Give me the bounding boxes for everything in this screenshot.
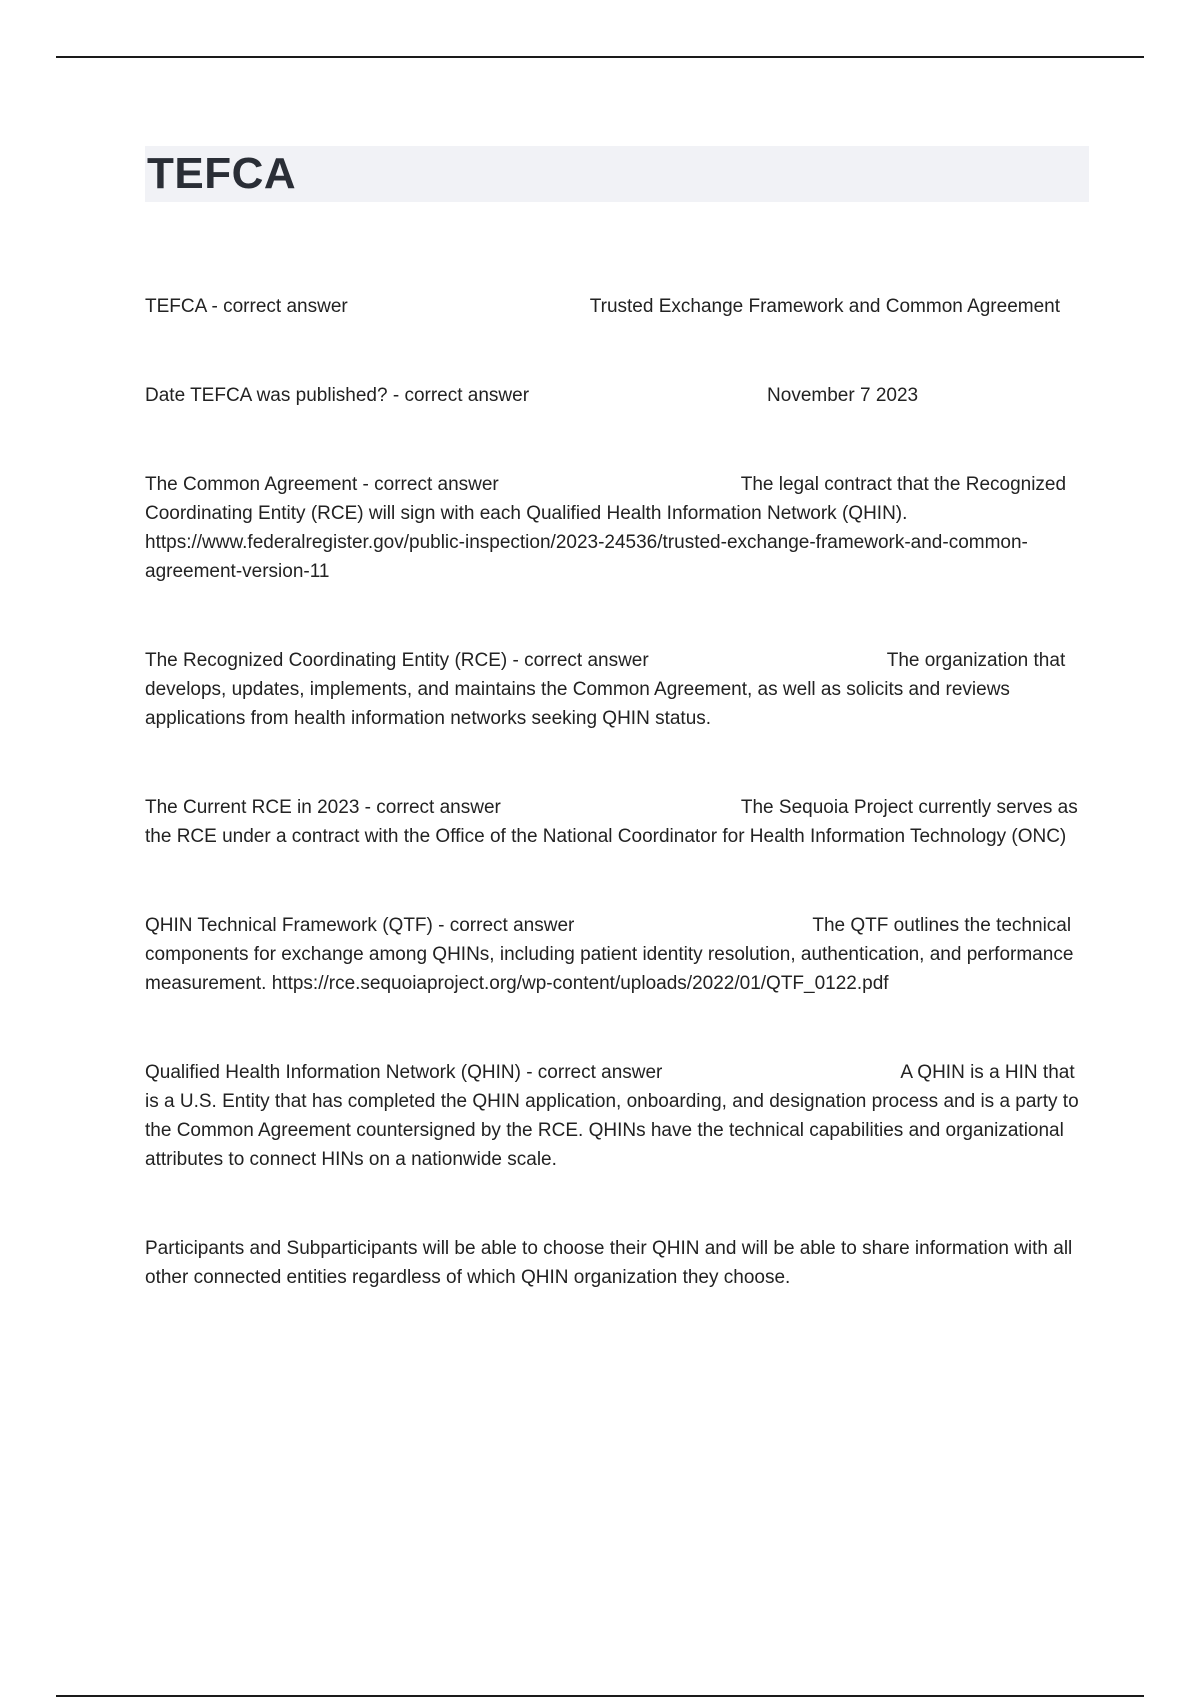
qa-item [145, 1058, 1089, 1174]
question-text: TEFCA - correct answer [145, 296, 348, 317]
closing-note: Participants and Subparticipants will be able to choose their QHIN and will be able to share information with all other connected entities regardless of which QHIN organization they choose. [145, 1238, 1073, 1288]
qa-item [145, 793, 1089, 851]
bottom-rule [56, 1695, 1144, 1697]
answer-text: The QTF outlines the technical components for exchange among QHINs, including patient identity resolution, authentication, and performance measurement. https://rce.sequoiaproject.org/wp-content/uploads/2022/01/QTF_0122.pdf [145, 915, 1074, 994]
qa-item [145, 292, 1089, 321]
answer-text: The Sequoia Project currently serves as the RCE under a contract with the Office of the National Coordinator for Health Information Technology (ONC) [145, 797, 1078, 847]
answer-text: The legal contract that the Recognized Coordinating Entity (RCE) will sign with each Qualified Health Information Network (QHIN). https://www.federalregister.gov/public-inspection/2023-24536/trusted-exchange-framework-and-common-agreement-version-11 [145, 474, 1067, 582]
qa-item [145, 646, 1089, 733]
answer-text: November 7 2023 [767, 385, 919, 406]
title-band [145, 146, 1089, 202]
answer-text: Trusted Exchange Framework and Common Agreement [589, 296, 1061, 317]
qa-item [145, 381, 1089, 410]
question-text: The Recognized Coordinating Entity (RCE) - correct answer [145, 650, 649, 671]
top-rule [56, 56, 1144, 58]
question-text: The Current RCE in 2023 - correct answer [145, 797, 501, 818]
answer-text: The organization that develops, updates, implements, and maintains the Common Agreement, as well as solicits and reviews applications from health information networks seeking QHIN status. [145, 650, 1066, 729]
question-text: Qualified Health Information Network (QHIN) - correct answer [145, 1062, 663, 1083]
question-text: The Common Agreement - correct answer [145, 474, 499, 495]
qa-item [145, 911, 1089, 998]
question-text: QHIN Technical Framework (QTF) - correct answer [145, 915, 575, 936]
document-page [145, 146, 1089, 1292]
qa-list [145, 292, 1089, 1292]
question-text: Date TEFCA was published? - correct answer [145, 385, 530, 406]
qa-item [145, 470, 1089, 586]
document-title: TEFCA [147, 149, 297, 198]
answer-text: A QHIN is a HIN that is a U.S. Entity that has completed the QHIN application, onboarding, and designation process and is a party to the Common Agreement countersigned by the RCE. QHINs have the technical capabilities and organizational attributes to connect HINs on a nationwide scale. [145, 1062, 1079, 1170]
